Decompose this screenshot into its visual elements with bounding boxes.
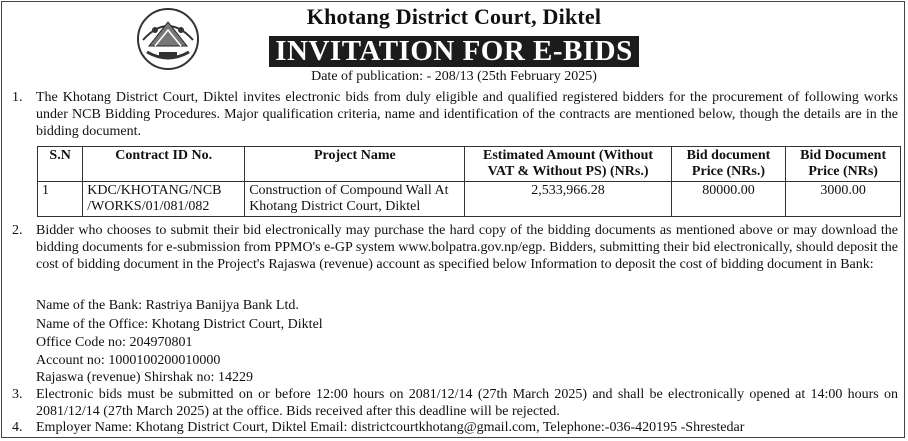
- cell-bid-doc-price: 80000.00: [671, 182, 786, 217]
- rajaswa-shirshak: Rajaswa (revenue) Shirshak no: 14229: [36, 370, 253, 385]
- col-header-bid-doc-price-2: Bid Document Price (NRs): [786, 147, 901, 182]
- paragraph-2: Bidder who chooses to submit their bid electronically may purchase the hard copy of the bidding documents as mentioned above or may download the bidding documents for e-submission from PPMO's e-GP system www.bolpatra.gov.np/egp. Bidders, submitting their bid electronically, should deposit the cost of bidding document in the Project's Rajaswa (revenue) account as specified below Information to deposit the cost of bidding document in Bank:: [36, 223, 898, 272]
- cell-amount: 2,533,966.28: [465, 182, 671, 217]
- office-code: Office Code no: 204970801: [36, 335, 193, 350]
- cell-project-name: Construction of Compound Wall At Khotang District Court, Diktel: [245, 182, 465, 217]
- cell-bid-doc-price-2: 3000.00: [786, 182, 901, 217]
- col-header-bid-doc-price: Bid document Price (NRs.): [671, 147, 786, 182]
- table-row: [38, 182, 901, 217]
- item-number-4: 4.: [12, 420, 23, 435]
- paragraph-4: Employer Name: Khotang District Court, Diktel Email: districtcourtkhotang@gmail.com, Telephone:-036-420195 -Shrestedar: [36, 420, 745, 435]
- publication-date: Date of publication: - 208/13 (25th February 2025): [311, 69, 597, 84]
- item-number-1: 1.: [12, 90, 23, 105]
- item-number-2: 2.: [12, 223, 23, 238]
- invitation-banner: INVITATION FOR E-BIDS: [269, 36, 638, 67]
- col-header-sn: S.N: [38, 147, 83, 182]
- account-number: Account no: 1000100200010000: [36, 353, 221, 368]
- bids-table: [37, 146, 901, 217]
- paragraph-1: The Khotang District Court, Diktel invites electronic bids from duly eligible and qualified registered bidders for the procurement of following works under NCB Bidding Procedures. Major qualification criteria, name and identification of the contracts are mentioned below, though the details are in the bidding document.: [36, 90, 898, 139]
- col-header-amount: Estimated Amount (Without VAT & Without PS) (NRs.): [465, 147, 671, 182]
- col-header-contract-id: Contract ID No.: [83, 147, 245, 182]
- cell-sn: 1: [38, 182, 83, 217]
- cell-contract-id: KDC/KHOTANG/NCB /WORKS/01/081/082: [83, 182, 245, 217]
- office-name: Name of the Office: Khotang District Court, Diktel: [36, 317, 323, 332]
- col-header-project-name: Project Name: [245, 147, 465, 182]
- bank-name: Name of the Bank: Rastriya Banijya Bank Ltd.: [36, 298, 299, 313]
- table-header-row: [38, 147, 901, 182]
- paragraph-3: Electronic bids must be submitted on or before 12:00 hours on 2081/12/14 (27th March 2025) and shall be electronically opened at 14:00 hours on 2081/12/14 (27th March 2025) at the office. Bids received after this deadline will be rejected.: [36, 387, 898, 419]
- item-number-3: 3.: [12, 387, 23, 402]
- banner-wrap: [0, 36, 908, 67]
- court-title: Khotang District Court, Diktel: [306, 4, 602, 29]
